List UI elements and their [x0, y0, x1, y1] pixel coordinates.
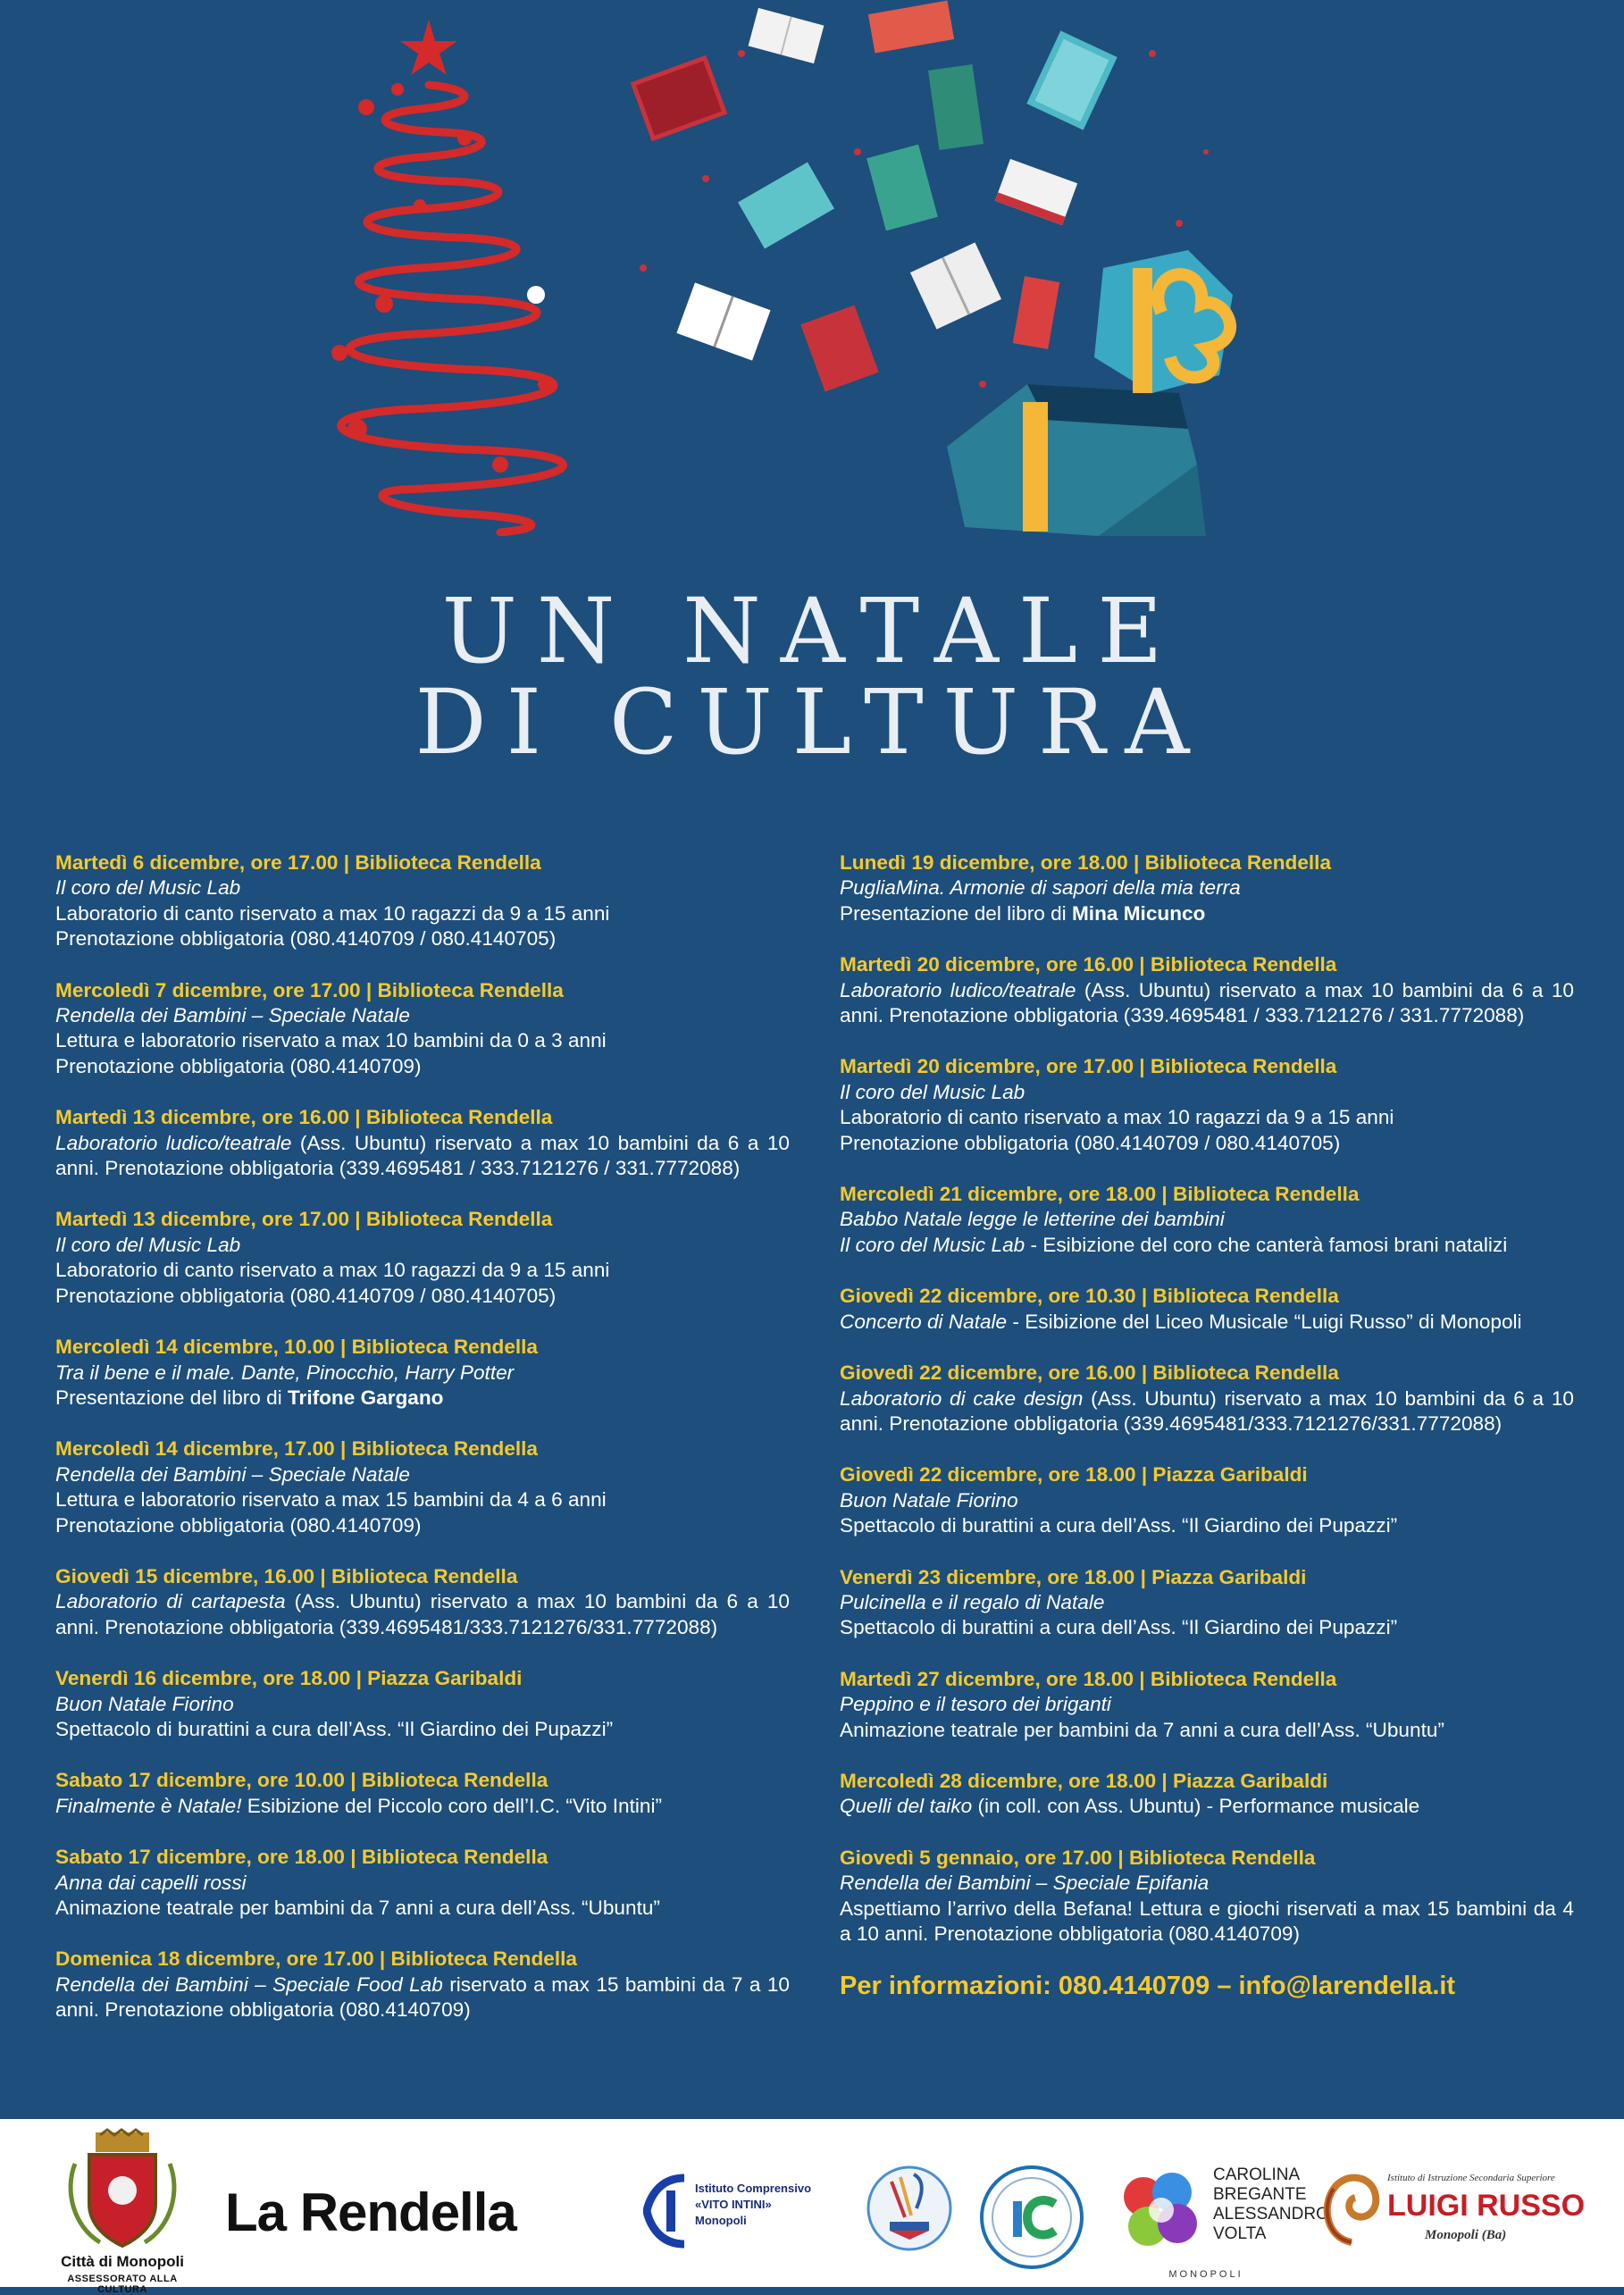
- event-text: [55, 1131, 790, 1182]
- event-title: Laboratorio di cartapesta: [55, 1590, 286, 1613]
- christmas-artwork: [0, 0, 1624, 536]
- event-title: Rendella dei Bambini – Speciale Epifania: [840, 1872, 1210, 1895]
- event-text: [55, 1589, 790, 1640]
- event-item: [840, 1846, 1574, 1947]
- event-text: Laboratorio di canto riservato a max 10 ragazzi da 9 a 15 anni: [55, 901, 610, 925]
- coat-of-arms-icon: [55, 2128, 189, 2249]
- event-text: [840, 978, 1574, 1029]
- event-title: Laboratorio ludico/teatrale: [840, 978, 1076, 1001]
- event-title: Rendella dei Bambini – Speciale Natale: [55, 1462, 410, 1486]
- event-description: (in coll. con Ass. Ubuntu) - Performance musicale: [972, 1795, 1420, 1818]
- comune-city-name: Città di Monopoli: [61, 2253, 184, 2270]
- event-heading: Giovedì 22 dicembre, ore 10.30 | Biblioteca Rendella: [840, 1285, 1339, 1308]
- event-description: Presentazione del libro di: [55, 1386, 288, 1409]
- event-text: [840, 1794, 1574, 1819]
- russo-line-1: Istituto di Istruzione Secondaria Superiore: [1387, 2173, 1555, 2183]
- bregante-line-4: VOLTA: [1213, 2224, 1267, 2243]
- event-item: [840, 1769, 1574, 1820]
- event-item: [840, 1667, 1574, 1743]
- event-heading: Venerdì 16 dicembre, ore 18.00 | Piazza Garibaldi: [55, 1667, 523, 1690]
- event-heading: Mercoledì 21 dicembre, ore 18.00 | Biblioteca Rendella: [840, 1183, 1360, 1206]
- bregante-emblem-icon: [1117, 2165, 1206, 2264]
- event-title: Concerto di Natale: [840, 1310, 1008, 1333]
- bregante-line-1: CAROLINA: [1213, 2165, 1301, 2184]
- intini-line-3: Monopoli: [695, 2214, 747, 2227]
- event-title: Pulcinella e il regalo di Natale: [840, 1590, 1105, 1613]
- event-description: (Ass. Ubuntu) riservato a max 10 bambini da 6 a 10 anni. Prenotazione obbligatoria (339.4695481/333.7121276/331.7772088): [55, 1590, 790, 1638]
- event-item: [55, 1768, 790, 1819]
- event-text: [55, 1794, 790, 1819]
- event-title: Peppino e il tesoro dei briganti: [840, 1693, 1111, 1716]
- event-title: Il coro del Music Lab: [55, 1233, 241, 1256]
- shell-emblem-icon: [1318, 2162, 1385, 2251]
- event-description: (Ass. Ubuntu) riservato a max 10 bambini da 6 a 10 anni. Prenotazione obbligatoria (339.4695481/333.7121276/331.7772088): [840, 1386, 1574, 1435]
- event-item: [55, 1947, 790, 2023]
- event-title: Quelli del taiko: [840, 1795, 973, 1818]
- russo-line-2: LUIGI RUSSO: [1387, 2189, 1586, 2223]
- event-item: [55, 1105, 790, 1181]
- bregante-subtitle: MONOPOLI: [1168, 2269, 1243, 2280]
- event-heading: Domenica 18 dicembre, ore 17.00 | Biblioteca Rendella: [55, 1947, 577, 1971]
- event-item: [840, 952, 1574, 1028]
- event-text: Lettura e laboratorio riservato a max 15 bambini da 4 a 6 anni: [55, 1488, 607, 1512]
- event-text: [840, 1233, 1574, 1258]
- ic-vito-intini-logo: [643, 2171, 822, 2251]
- event-text: Prenotazione obbligatoria (080.4140709): [55, 1513, 422, 1537]
- iiss-luigi-russo-logo: [1318, 2162, 1586, 2260]
- event-heading: Sabato 17 dicembre, ore 18.00 | Biblioteca Rendella: [55, 1846, 548, 1869]
- event-text: Spettacolo di burattini a cura dell’Ass. “Il Giardino dei Pupazzi”: [55, 1717, 614, 1740]
- bregante-line-3: ALESSANDRO: [1213, 2205, 1329, 2224]
- event-title: Rendella dei Bambini – Speciale Natale: [55, 1004, 410, 1027]
- event-text: Animazione teatrale per bambini da 7 anni a cura dell’Ass. “Ubuntu”: [840, 1718, 1444, 1741]
- ic-emblem-icon: [978, 2155, 1085, 2280]
- event-heading: Martedì 27 dicembre, ore 18.00 | Biblioteca Rendella: [840, 1667, 1337, 1690]
- event-heading: Mercoledì 28 dicembre, ore 18.00 | Piazza Garibaldi: [840, 1769, 1328, 1792]
- sponsor-footer: [0, 2119, 1624, 2295]
- event-heading: Martedì 20 dicembre, ore 16.00 | Biblioteca Rendella: [840, 953, 1337, 976]
- event-title: Babbo Natale legge le letterine dei bambini: [840, 1208, 1225, 1231]
- event-heading: Martedì 13 dicembre, ore 16.00 | Biblioteca Rendella: [55, 1106, 553, 1129]
- event-description: Presentazione del libro di: [840, 901, 1072, 925]
- event-heading: Mercoledì 14 dicembre, 17.00 | Biblioteca Rendella: [55, 1437, 538, 1461]
- events-left-column: [55, 850, 790, 2049]
- event-title: Tra il bene e il male. Dante, Pinocchio, Harry Potter: [55, 1361, 515, 1384]
- event-item: [55, 1207, 790, 1309]
- russo-line-3: Monopoli (Ba): [1425, 2228, 1507, 2242]
- event-title: Il coro del Music Lab: [840, 1080, 1025, 1103]
- event-text: Prenotazione obbligatoria (080.4140709 / 080.4140705): [55, 1284, 557, 1307]
- event-description: Esibizione del Piccolo coro dell’I.C. “Vito Intini”: [241, 1794, 662, 1817]
- intini-line-1: Istituto Comprensivo: [695, 2182, 812, 2195]
- contact-info: Per informazioni: 080.4140709 – info@larendella.it: [840, 1972, 1456, 2001]
- event-item: [55, 1845, 790, 1921]
- event-description: (Ass. Ubuntu) riservato a max 10 bambini da 6 a 10 anni. Prenotazione obbligatoria (339.4695481 / 333.7121276 / 331.7772088): [55, 1131, 790, 1180]
- event-text: [840, 901, 1574, 926]
- event-text: Animazione teatrale per bambini da 7 anni a cura dell’Ass. “Ubuntu”: [55, 1897, 660, 1919]
- event-item: [840, 1284, 1574, 1335]
- event-title: Laboratorio di cake design: [840, 1386, 1084, 1410]
- event-text: Laboratorio di canto riservato a max 10 ragazzi da 9 a 15 anni: [840, 1106, 1394, 1129]
- light-icon: [527, 286, 545, 304]
- event-text: Prenotazione obbligatoria (080.4140709 / 080.4140705): [840, 1131, 1341, 1154]
- author-name: Trifone Gargano: [287, 1386, 444, 1409]
- events-right-column: [840, 850, 1574, 1999]
- event-text: [55, 1973, 790, 2023]
- intini-line-2: «VITO INTINI»: [695, 2198, 772, 2211]
- title-line-1: UN NATALE: [441, 579, 1183, 683]
- intini-emblem-icon: [643, 2171, 693, 2251]
- event-text: [840, 1386, 1574, 1437]
- comune-monopoli-logo: [55, 2128, 189, 2295]
- music-lab-logo: [865, 2155, 954, 2262]
- event-title: Buon Natale Fiorino: [840, 1488, 1018, 1512]
- event-title: Il coro del Music Lab: [55, 876, 241, 900]
- event-heading: Martedì 20 dicembre, ore 17.00 | Biblioteca Rendella: [840, 1055, 1337, 1078]
- event-heading: Martedì 13 dicembre, ore 17.00 | Biblioteca Rendella: [55, 1208, 553, 1231]
- comune-department: ASSESSORATO ALLA CULTURA: [67, 2274, 178, 2295]
- event-heading: Martedì 6 dicembre, ore 17.00 | Biblioteca Rendella: [55, 851, 541, 874]
- event-text: Laboratorio di canto riservato a max 10 ragazzi da 9 a 15 anni: [55, 1259, 610, 1282]
- star-icon: [400, 20, 457, 75]
- event-title: Buon Natale Fiorino: [55, 1692, 234, 1715]
- event-description: - Esibizione del coro che canterà famosi brani natalizi: [1025, 1233, 1508, 1256]
- title-line-2: DI CULTURA: [414, 670, 1210, 775]
- event-heading: Mercoledì 7 dicembre, ore 17.00 | Biblioteca Rendella: [55, 978, 564, 1001]
- la-rendella-logo: La Rendella: [225, 2182, 516, 2242]
- event-text: Aspettiamo l’arrivo della Befana! Lettura e giochi riservati a max 15 bambini da 4 a 10 anni. Prenotazione obbligatoria (080.4140709): [840, 1897, 1574, 1945]
- books-icon: [631, 1, 1118, 392]
- event-heading: Giovedì 22 dicembre, ore 16.00 | Biblioteca Rendella: [840, 1361, 1339, 1385]
- event-item: [55, 1564, 790, 1640]
- event-item: [55, 978, 790, 1080]
- event-item: [55, 1666, 790, 1742]
- event-title: Laboratorio ludico/teatrale: [55, 1131, 292, 1154]
- event-text: [840, 1310, 1574, 1335]
- event-description: (Ass. Ubuntu) riservato a max 10 bambini da 6 a 10 anni. Prenotazione obbligatoria (339.4695481 / 333.7121276 / 331.7772088): [840, 978, 1574, 1027]
- event-item: [840, 1182, 1574, 1258]
- event-item: [55, 1436, 790, 1538]
- event-item: [55, 850, 790, 952]
- event-heading: Lunedì 19 dicembre, ore 18.00 | Biblioteca Rendella: [840, 851, 1332, 874]
- event-heading: Mercoledì 14 dicembre, 10.00 | Biblioteca Rendella: [55, 1336, 538, 1359]
- event-text: Prenotazione obbligatoria (080.4140709): [55, 1054, 422, 1077]
- event-heading: Giovedì 5 gennaio, ore 17.00 | Biblioteca Rendella: [840, 1846, 1316, 1869]
- event-description: riservato a max 15 bambini da 7 a 10 anni. Prenotazione obbligatoria (080.4140709): [55, 1973, 790, 2022]
- event-heading: Giovedì 15 dicembre, 16.00 | Biblioteca Rendella: [55, 1564, 518, 1587]
- event-subtitle: Il coro del Music Lab: [840, 1233, 1025, 1256]
- ic-monopoli-logo: [978, 2155, 1085, 2280]
- bregante-line-2: BREGANTE: [1213, 2185, 1307, 2204]
- event-item: [840, 1462, 1574, 1538]
- event-title: PugliaMina. Armonie di sapori della mia terra: [840, 876, 1241, 900]
- event-heading: Sabato 17 dicembre, ore 10.00 | Biblioteca Rendella: [55, 1769, 548, 1792]
- christmas-tree-icon: [341, 85, 564, 532]
- event-heading: Giovedì 22 dicembre, ore 18.00 | Piazza Garibaldi: [840, 1463, 1308, 1487]
- ic-bregante-volta-logo: [1117, 2165, 1329, 2282]
- author-name: Mina Micunco: [1071, 901, 1206, 925]
- event-item: [840, 850, 1574, 926]
- event-text: Prenotazione obbligatoria (080.4140709 / 080.4140705): [55, 927, 557, 951]
- event-text: Lettura e laboratorio riservato a max 10 bambini da 0 a 3 anni: [55, 1029, 607, 1052]
- event-item: [55, 1335, 790, 1411]
- event-text: Spettacolo di burattini a cura dell’Ass. “Il Giardino dei Pupazzi”: [840, 1616, 1398, 1639]
- event-description: - Esibizione del Liceo Musicale “Luigi Russo” di Monopoli: [1007, 1310, 1522, 1333]
- event-heading: Venerdì 23 dicembre, ore 18.00 | Piazza Garibaldi: [840, 1565, 1307, 1588]
- event-item: [840, 1565, 1574, 1641]
- event-item: [840, 1054, 1574, 1156]
- event-title: Rendella dei Bambini – Speciale Food Lab: [55, 1973, 443, 1996]
- event-title: Finalmente è Natale!: [55, 1794, 242, 1817]
- event-text: [55, 1386, 790, 1411]
- event-title: Anna dai capelli rossi: [55, 1871, 247, 1894]
- event-item: [840, 1361, 1574, 1436]
- music-lab-icon: [865, 2155, 954, 2262]
- event-text: Spettacolo di burattini a cura dell’Ass. “Il Giardino dei Pupazzi”: [840, 1514, 1398, 1537]
